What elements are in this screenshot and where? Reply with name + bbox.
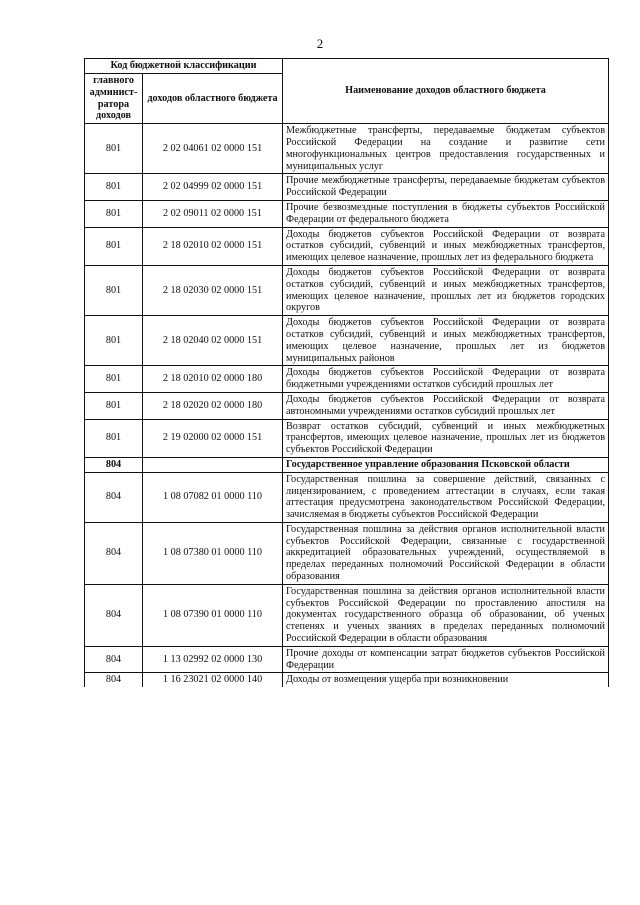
cell-code: 1 08 07082 01 0000 110 <box>143 472 283 522</box>
cell-admin: 804 <box>85 673 143 687</box>
table-row <box>85 457 609 472</box>
cell-code: 1 13 02992 02 0000 130 <box>143 646 283 673</box>
cell-code: 2 18 02020 02 0000 180 <box>143 392 283 419</box>
cell-name: Доходы бюджетов субъектов Российской Федерации от возврата остатков субсидий, субвенций и иных межбюджетных трансфертов, имеющих целевое назначение, прошлых лет из бюджетов муниципальных районов <box>283 316 609 366</box>
cell-admin: 801 <box>85 366 143 393</box>
cell-admin: 801 <box>85 392 143 419</box>
cell-admin: 804 <box>85 584 143 646</box>
page-number: 2 <box>316 36 324 51</box>
cell-admin: 804 <box>85 457 143 472</box>
cell-name: Государственное управление образования Псковской области <box>283 457 609 472</box>
table-row <box>85 174 609 201</box>
header-admin: главного админист-ратора доходов <box>85 74 143 124</box>
table-row <box>85 124 609 174</box>
cell-admin: 801 <box>85 227 143 265</box>
cell-code: 2 18 02010 02 0000 180 <box>143 366 283 393</box>
cell-name: Прочие доходы от компенсации затрат бюджетов субъектов Российской Федерации <box>283 646 609 673</box>
cell-name: Государственная пошлина за совершение действий, связанных с лицензированием, с проведением аттестации в случаях, если такая аттестация предусмотрена законодательством Российской Федерации, зачисляемая в бюджеты субъектов Российской Федерации <box>283 472 609 522</box>
cell-code <box>143 457 283 472</box>
table-row <box>85 673 609 687</box>
cell-admin: 801 <box>85 316 143 366</box>
table-row <box>85 646 609 673</box>
cell-admin: 801 <box>85 419 143 457</box>
cell-name: Государственная пошлина за действия органов исполнительной власти субъектов Российской Федерации, связанные с государственной аккредитацией образовательных учреждений, осуществляемой в пределах переданных полномочий Российской Федерации в области образования <box>283 522 609 584</box>
cell-name: Возврат остатков субсидий, субвенций и иных межбюджетных трансфертов, имеющих целевое назначение, прошлых лет из бюджетов субъектов Российской Федерации <box>283 419 609 457</box>
cell-code: 2 02 04061 02 0000 151 <box>143 124 283 174</box>
cell-admin: 801 <box>85 124 143 174</box>
header-group: Код бюджетной классификации <box>85 59 283 74</box>
cell-name: Доходы бюджетов субъектов Российской Федерации от возврата автономными учреждениями остатков субсидий прошлых лет <box>283 392 609 419</box>
cell-code: 2 02 04999 02 0000 151 <box>143 174 283 201</box>
table-row <box>85 472 609 522</box>
table-body <box>85 124 609 688</box>
table-row <box>85 522 609 584</box>
table-row <box>85 265 609 315</box>
table-row <box>85 392 609 419</box>
cell-code: 2 18 02010 02 0000 151 <box>143 227 283 265</box>
cell-code: 2 19 02000 02 0000 151 <box>143 419 283 457</box>
cell-name: Прочие безвозмездные поступления в бюджеты субъектов Российской Федерации от федерального бюджета <box>283 200 609 227</box>
cell-name: Доходы от возмещения ущерба при возникновении <box>283 673 609 687</box>
cell-name: Доходы бюджетов субъектов Российской Федерации от возврата остатков субсидий, субвенций и иных межбюджетных трансфертов, имеющих целевое назначение, прошлых лет из бюджетов городских округов <box>283 265 609 315</box>
cell-name: Доходы бюджетов субъектов Российской Федерации от возврата бюджетными учреждениями остатков субсидий прошлых лет <box>283 366 609 393</box>
cell-admin: 804 <box>85 472 143 522</box>
table-row <box>85 316 609 366</box>
cell-admin: 804 <box>85 522 143 584</box>
cell-code: 2 18 02040 02 0000 151 <box>143 316 283 366</box>
cell-admin: 801 <box>85 200 143 227</box>
table-row <box>85 227 609 265</box>
header-name: Наименование доходов областного бюджета <box>283 59 609 124</box>
cell-code: 1 16 23021 02 0000 140 <box>143 673 283 687</box>
header-code: доходов областного бюджета <box>143 74 283 124</box>
cell-name: Государственная пошлина за действия органов исполнительной власти субъектов Российской Федерации по проставлению апостиля на документах государственного образца об образовании, об ученых степенях и ученых званиях в пределах переданных полномочий Российской Федерации в области образования <box>283 584 609 646</box>
table-row <box>85 584 609 646</box>
cell-name: Прочие межбюджетные трансферты, передаваемые бюджетам субъектов Российской Федерации <box>283 174 609 201</box>
table-row <box>85 419 609 457</box>
cell-code: 2 18 02030 02 0000 151 <box>143 265 283 315</box>
cell-admin: 804 <box>85 646 143 673</box>
cell-name: Межбюджетные трансферты, передаваемые бюджетам субъектов Российской Федерации на создание и развитие сети многофункциональных центров предоставления государственных и муниципальных услуг <box>283 124 609 174</box>
budget-classification-table <box>84 58 609 687</box>
cell-admin: 801 <box>85 174 143 201</box>
cell-code: 1 08 07380 01 0000 110 <box>143 522 283 584</box>
cell-code: 2 02 09011 02 0000 151 <box>143 200 283 227</box>
table-row <box>85 200 609 227</box>
table-row <box>85 366 609 393</box>
cell-code: 1 08 07390 01 0000 110 <box>143 584 283 646</box>
cell-name: Доходы бюджетов субъектов Российской Федерации от возврата остатков субсидий, субвенций и иных межбюджетных трансфертов, имеющих целевое назначение, прошлых лет из федерального бюджета <box>283 227 609 265</box>
cell-admin: 801 <box>85 265 143 315</box>
